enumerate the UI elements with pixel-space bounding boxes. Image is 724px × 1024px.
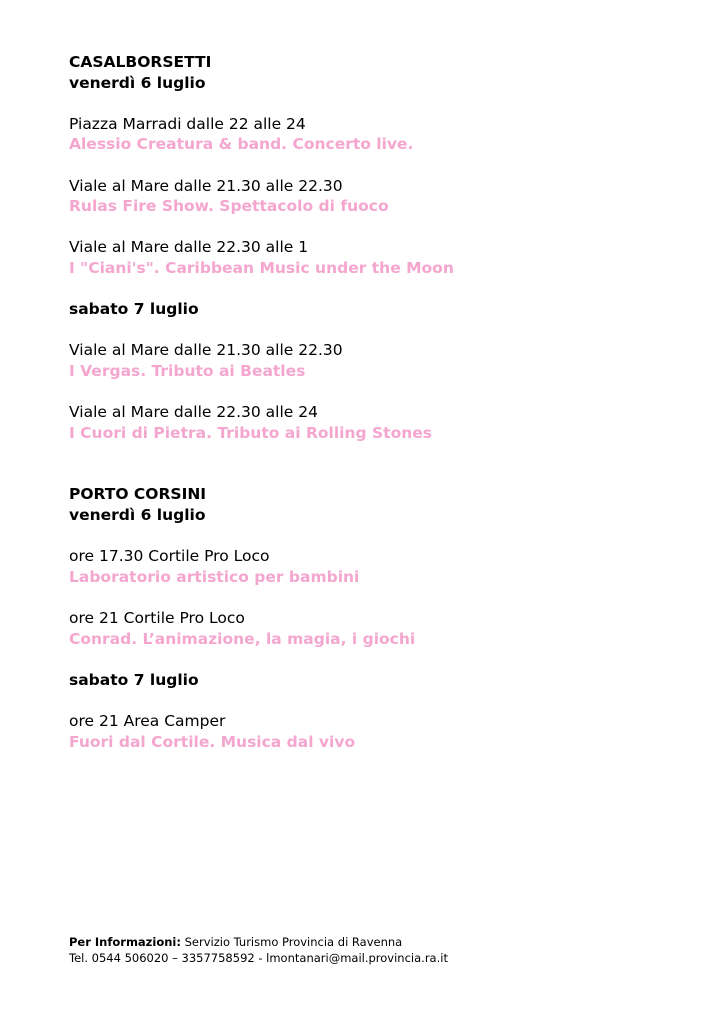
footer-office-line (69, 934, 448, 950)
event-place: Viale al Mare dalle 22.30 alle 1 (69, 238, 309, 257)
town-heading: PORTO CORSINI (69, 485, 207, 504)
day-heading: venerdì 6 luglio (69, 506, 206, 525)
event-place: Viale al Mare dalle 22.30 alle 24 (69, 403, 318, 422)
event-title: I "Ciani's". Caribbean Music under the Moon (69, 258, 454, 277)
event-place: Viale al Mare dalle 21.30 alle 22.30 (69, 176, 343, 195)
event-title: Laboratorio artistico per bambini (69, 567, 360, 586)
day-heading: sabato 7 luglio (69, 300, 199, 319)
day-heading: venerdì 6 luglio (69, 73, 206, 92)
event-program (69, 52, 689, 752)
event-title: Rulas Fire Show. Spettacolo di fuoco (69, 197, 389, 216)
event-place: ore 17.30 Cortile Pro Loco (69, 547, 270, 566)
footer-label: Per Informazioni: (69, 935, 181, 949)
event-title: Fuori dal Cortile. Musica dal vivo (69, 732, 356, 751)
event-place: Viale al Mare dalle 21.30 alle 22.30 (69, 341, 343, 360)
event-title: Conrad. L’animazione, la magia, i giochi (69, 629, 416, 648)
event-title: Alessio Creatura & band. Concerto live. (69, 135, 414, 154)
info-footer (69, 934, 448, 966)
town-heading: CASALBORSETTI (69, 53, 212, 71)
event-place: ore 21 Cortile Pro Loco (69, 609, 245, 628)
footer-office: Servizio Turismo Provincia di Ravenna (184, 935, 403, 949)
event-place: Piazza Marradi dalle 22 alle 24 (69, 114, 306, 133)
event-place: ore 21 Area Camper (69, 712, 226, 730)
event-title: I Vergas. Tributo ai Beatles (69, 361, 306, 380)
day-heading: sabato 7 luglio (69, 670, 199, 689)
event-title: I Cuori di Pietra. Tributo ai Rolling Stones (69, 423, 432, 442)
section-casalborsetti (69, 52, 689, 443)
footer-contacts: Tel. 0544 506020 – 3357758592 - lmontanari@mail.provincia.ra.it (69, 951, 448, 965)
section-porto-corsini (69, 484, 689, 752)
